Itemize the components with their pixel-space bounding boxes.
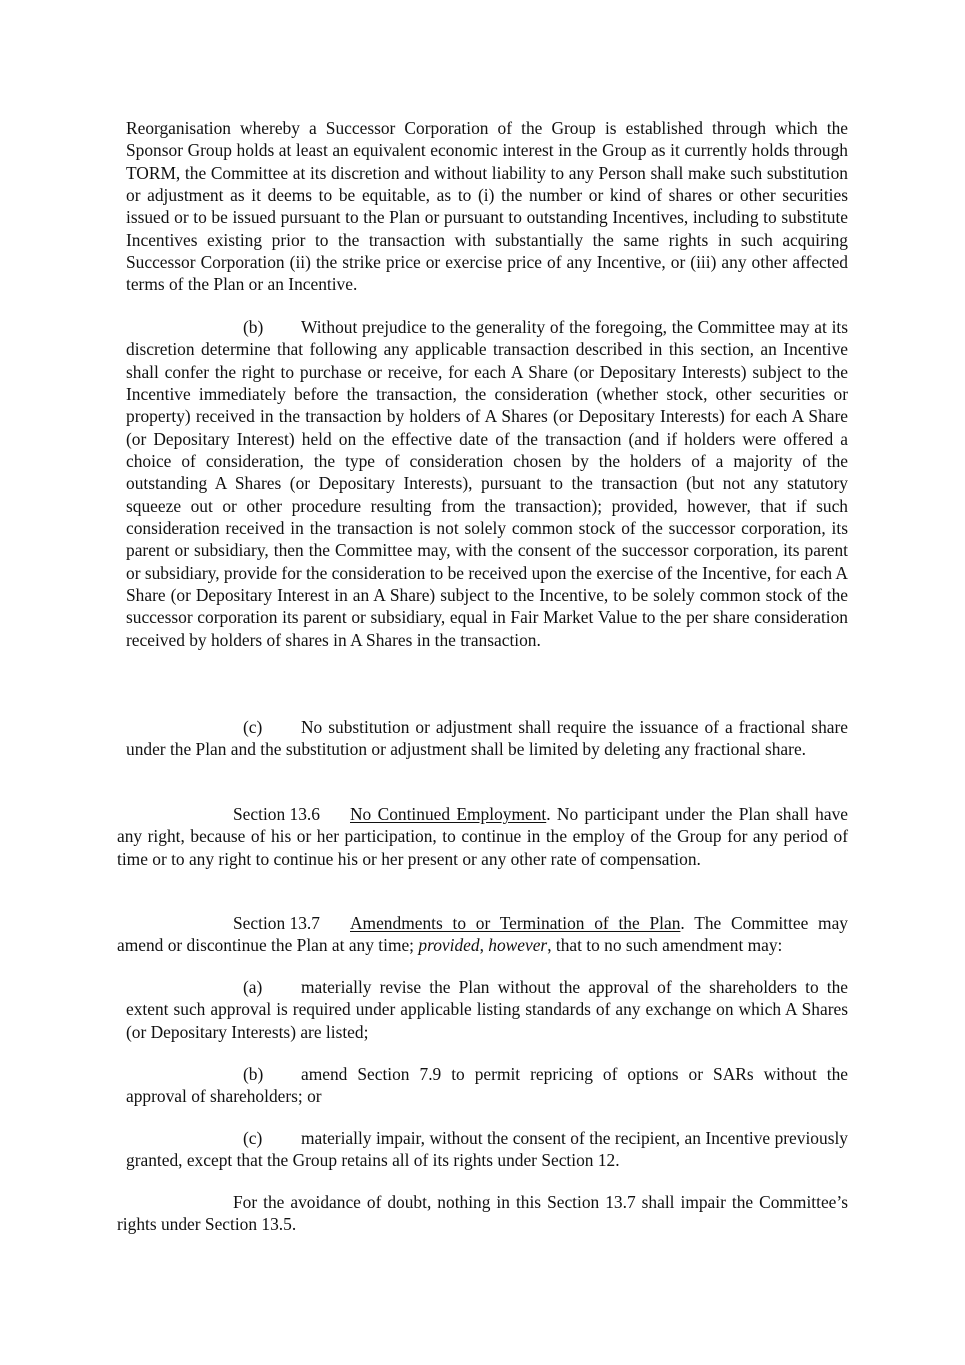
comma-text: , <box>479 935 489 956</box>
section-heading: No Continued Employment <box>350 804 547 824</box>
provided-italic: provided <box>418 935 480 956</box>
clause-13-7-c <box>126 1127 848 1172</box>
clause-13-7-a <box>126 976 848 1043</box>
clause-text: materially impair, without the consent of the recipient, an Incentive previously granted, except that the Group retains all of its rights under Section 12. <box>126 1128 848 1171</box>
section-text: . No participant under the Plan shall have any right, because of his or her participation, to continue in the employ of the Group for any period of time or to any right to continue his or her present or any other rate of compensation. <box>117 804 848 869</box>
section-text: . The Committee may amend or discontinue the Plan at any time; <box>117 913 848 956</box>
paragraph-13-5-c <box>126 716 848 761</box>
paragraph-text: No substitution or adjustment shall require the issuance of a fractional share under the Plan and the substitution or adjustment shall be limited by deleting any fractional share. <box>126 717 848 760</box>
clause-label: (b) <box>243 1064 264 1084</box>
section-13-6 <box>117 803 848 870</box>
section-number: Section 13.7 <box>233 913 320 933</box>
paragraph-13-5-b <box>126 316 848 651</box>
paragraph-text: For the avoidance of doubt, nothing in this Section 13.7 shall impair the Committee’s rights under Section 13.5. <box>117 1192 848 1235</box>
section-text-end: , that to no such amendment may: <box>547 935 783 956</box>
paragraph-reorganisation <box>126 117 848 296</box>
clause-label: (c) <box>243 717 263 737</box>
clause-label: (b) <box>243 317 264 337</box>
section-heading: Amendments to or Termination of the Plan <box>350 913 681 933</box>
section-13-7 <box>117 912 848 957</box>
paragraph-text: Reorganisation whereby a Successor Corporation of the Group is established through which the Sponsor Group holds at least an equivalent economic interest in the Group as it currently holds through TORM, the Committee at its discretion and without liability to any Person shall make such substitution or adjustment as it deems to be equitable, as to (i) the number or kind of shares or other securities issued or to be issued pursuant to the Plan or pursuant to outstanding Incentives, including to substitute Incentives existing prior to the transaction with substantially the same rights in such acquiring Successor Corporation (ii) the strike price or exercise price of any Incentive, or (iii) any other affected terms of the Plan or an Incentive. <box>126 118 848 295</box>
paragraph-avoidance-of-doubt <box>117 1191 848 1236</box>
clause-label: (c) <box>243 1128 263 1148</box>
paragraph-text: Without prejudice to the generality of the foregoing, the Committee may at its discretion determine that following any applicable transaction described in this section, an Incentive shall confer the right to purchase or receive, for each A Share (or Depositary Interests) subject to the Incentive immediately before the transaction, the consideration (whether stock, other securities or property) received in the transaction by holders of A Shares (or Depositary Interests) for each A Share (or Depositary Interest) held on the effective date of the transaction (and if holders were offered a choice of consideration, the type of consideration chosen by the holders of a majority of the outstanding A Shares (or Depositary Interests), pursuant to the transaction (but not any statutory squeeze out or other procedure resulting from the transaction); provided, however, that if such consideration received in the transaction is not solely common stock of the successor corporation, its parent or subsidiary, then the Committee may, with the consent of the successor corporation, its parent or subsidiary, provide for the consideration to be received upon the exercise of the Incentive, for each A Share (or Depositary Interest in an A Share) subject to the Incentive, to be solely common stock of the successor corporation its parent or subsidiary, equal in Fair Market Value to the per share consideration received by holders of shares in A Shares in the transaction. <box>126 317 848 650</box>
clause-text: amend Section 7.9 to permit repricing of options or SARs without the approval of shareholders; or <box>126 1064 848 1107</box>
clause-label: (a) <box>243 977 263 997</box>
clause-13-7-b <box>126 1063 848 1108</box>
section-number: Section 13.6 <box>233 804 320 824</box>
clause-text: materially revise the Plan without the approval of the shareholders to the extent such approval is required under applicable listing standards of any exchange on which A Shares (or Depositary Interests) are listed; <box>126 977 848 1042</box>
however-italic: however <box>488 935 548 956</box>
